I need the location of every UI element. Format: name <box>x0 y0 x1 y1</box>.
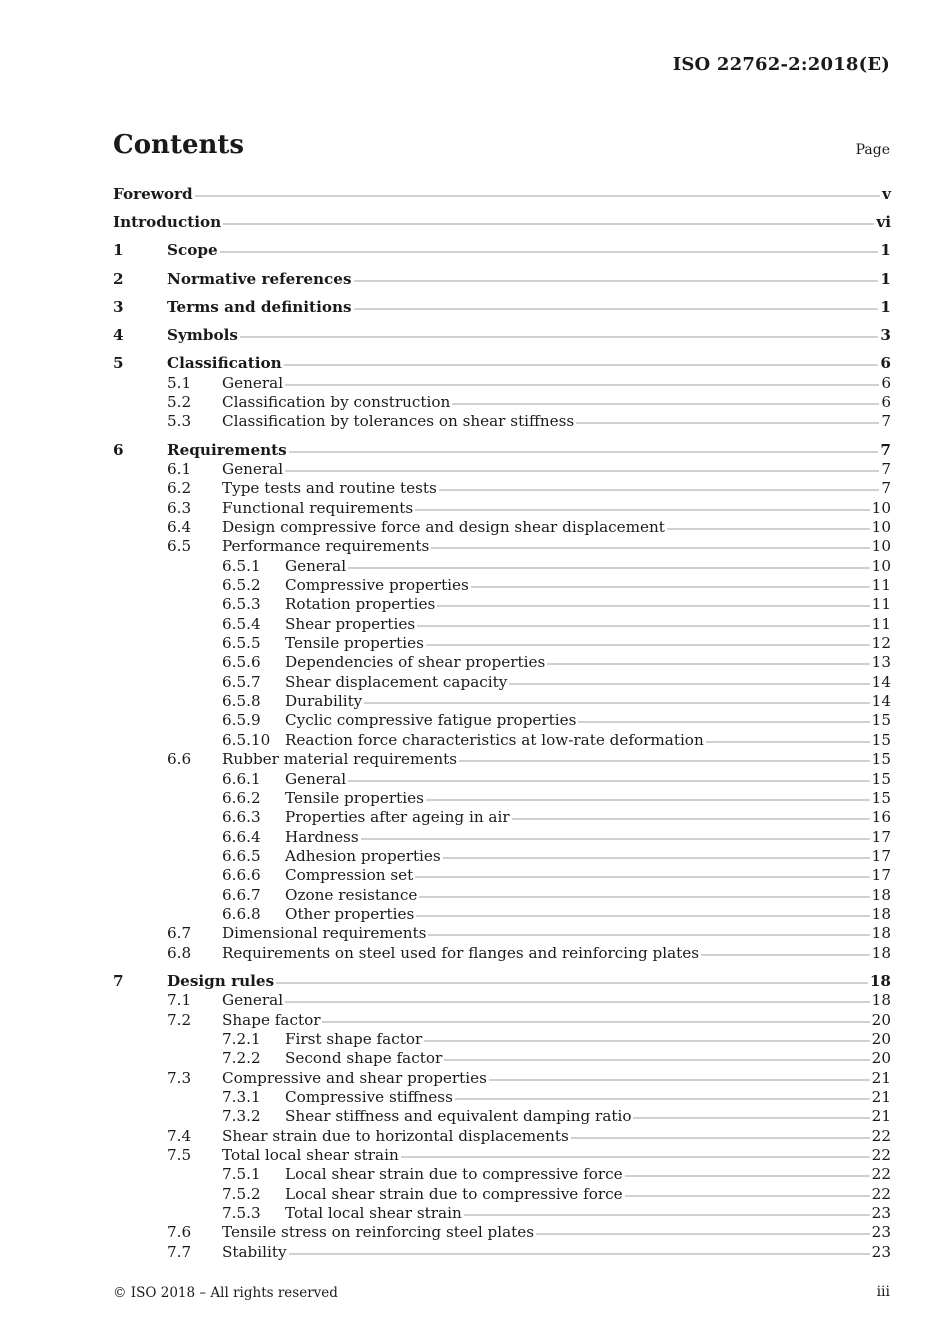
copyright-notice: © ISO 2018 – All rights reserved <box>113 1285 338 1301</box>
toc-entry-page: 17 <box>871 866 891 885</box>
toc-entry-title: Properties after ageing in air <box>285 808 510 827</box>
toc-entry[interactable] <box>113 750 891 769</box>
toc-entry[interactable] <box>113 374 891 393</box>
toc-entry-title: Rotation properties <box>285 595 436 614</box>
toc-entry-number: 3 <box>113 297 124 316</box>
dot-leader <box>464 1213 870 1217</box>
dot-leader <box>439 488 880 492</box>
toc-entry-title: Total local shear strain <box>222 1145 399 1164</box>
toc-entry-title: Local shear strain due to compressive force <box>285 1165 623 1184</box>
dot-leader <box>289 450 879 454</box>
toc-entry[interactable] <box>113 866 891 885</box>
toc-entry-title: Symbols <box>167 326 238 345</box>
toc-entry[interactable] <box>113 241 891 260</box>
toc-entry-number: 6.6 <box>167 750 192 769</box>
toc-entry[interactable] <box>113 1069 891 1088</box>
toc-entry-page: 17 <box>871 846 891 865</box>
dot-leader <box>625 1174 870 1178</box>
toc-entry-page: 10 <box>871 518 891 537</box>
toc-entry[interactable] <box>113 213 891 232</box>
toc-entry-title: Shape factor <box>222 1010 321 1029</box>
toc-entry-title: Reaction force characteristics at low-rate deformation <box>285 730 704 749</box>
toc-entry-page: 18 <box>869 971 891 990</box>
dot-leader <box>571 1136 870 1140</box>
toc-entry-number: 6.5 <box>167 537 192 556</box>
toc-entry-title: Normative references <box>167 269 352 288</box>
dot-leader <box>444 1058 869 1062</box>
toc-entry-title: Total local shear strain <box>285 1203 462 1222</box>
toc-entry-title: Scope <box>167 241 218 260</box>
toc-entry-number: 7.7 <box>167 1242 192 1261</box>
toc-entry-page: 20 <box>871 1010 891 1029</box>
toc-entry[interactable] <box>113 692 891 711</box>
dot-leader <box>706 740 870 744</box>
toc-entry-number: 6.7 <box>167 924 192 943</box>
toc-entry[interactable] <box>113 1243 891 1262</box>
toc-entry-number: 6.6.3 <box>222 808 261 827</box>
toc-entry-title: Shear properties <box>285 614 416 633</box>
toc-entry-page: 10 <box>871 498 891 517</box>
toc-entry-number: 6.5.10 <box>222 730 271 749</box>
toc-entry-page: 16 <box>871 808 891 827</box>
toc-entry-title: Classification by tolerances on shear stiffness <box>222 412 575 431</box>
toc-entry-title: Shear displacement capacity <box>285 672 508 691</box>
toc-entry[interactable] <box>113 1088 891 1107</box>
dot-leader <box>459 759 870 763</box>
toc-entry-number: 7.3.2 <box>222 1107 261 1126</box>
toc-entry-number: 7.2.2 <box>222 1049 261 1068</box>
table-of-contents <box>113 185 891 1262</box>
dot-leader <box>276 981 868 985</box>
toc-entry-number: 6.3 <box>167 498 192 517</box>
toc-entry-title: Compressive properties <box>285 576 469 595</box>
contents-title: Contents <box>113 130 245 160</box>
dot-leader <box>285 1000 870 1004</box>
toc-entry-title: Functional requirements <box>222 498 414 517</box>
toc-entry-page: 6 <box>881 393 891 412</box>
toc-entry[interactable] <box>113 991 891 1010</box>
toc-entry-title: General <box>222 460 284 479</box>
toc-entry-title: Tensile properties <box>285 634 424 653</box>
dot-leader <box>322 1020 869 1024</box>
toc-entry-title: Requirements <box>167 440 287 459</box>
toc-entry[interactable] <box>113 393 891 412</box>
page-column-label: Page <box>855 142 890 158</box>
toc-entry-page: 11 <box>871 614 891 633</box>
toc-entry-title: Compressive and shear properties <box>222 1068 487 1087</box>
toc-entry-number: 1 <box>113 241 124 260</box>
toc-entry-number: 6.4 <box>167 518 192 537</box>
toc-entry-page: 6 <box>880 354 891 373</box>
toc-entry-page: 12 <box>871 634 891 653</box>
toc-entry[interactable] <box>113 1030 891 1049</box>
dot-leader <box>509 682 869 686</box>
toc-entry-page: 10 <box>871 556 891 575</box>
dot-leader <box>419 895 869 899</box>
toc-entry-page: 3 <box>880 326 891 345</box>
toc-entry-number: 6.2 <box>167 479 192 498</box>
toc-entry[interactable] <box>113 847 891 866</box>
toc-entry[interactable] <box>113 270 891 289</box>
dot-leader <box>512 817 870 821</box>
dot-leader <box>426 798 870 802</box>
dot-leader <box>437 604 869 608</box>
toc-entry-page: 11 <box>871 595 891 614</box>
toc-entry[interactable] <box>113 615 891 634</box>
toc-entry[interactable] <box>113 808 891 827</box>
dot-leader <box>364 701 869 705</box>
toc-entry-page: 22 <box>871 1145 891 1164</box>
dot-leader <box>285 469 879 473</box>
dot-leader <box>701 953 870 957</box>
toc-entry-number: 7.4 <box>167 1126 192 1145</box>
toc-entry-page: v <box>882 185 891 203</box>
toc-entry-title: Foreword <box>113 185 193 203</box>
toc-entry-number: 6.6.8 <box>222 904 261 923</box>
toc-entry-page: 14 <box>871 692 891 711</box>
toc-entry-number: 7.6 <box>167 1223 192 1242</box>
toc-entry-page: 22 <box>871 1184 891 1203</box>
toc-entry-page: 18 <box>871 991 891 1010</box>
toc-entry-page: 15 <box>871 750 891 769</box>
toc-entry-page: 18 <box>871 904 891 923</box>
dot-leader <box>489 1078 870 1082</box>
toc-entry-page: vi <box>876 213 891 232</box>
toc-entry-page: 7 <box>881 460 891 479</box>
page-number: iii <box>876 1284 890 1300</box>
dot-leader <box>536 1232 870 1236</box>
dot-leader <box>633 1116 869 1120</box>
dot-leader <box>576 421 879 425</box>
toc-entry-title: General <box>222 373 284 392</box>
toc-entry[interactable] <box>113 499 891 518</box>
dot-leader <box>401 1155 870 1159</box>
toc-entry-number: 6.5.8 <box>222 692 261 711</box>
toc-entry[interactable] <box>113 944 891 963</box>
dot-leader <box>431 546 869 550</box>
toc-entry-number: 5.1 <box>167 373 192 392</box>
toc-entry-page: 22 <box>871 1126 891 1145</box>
toc-entry-page: 1 <box>880 297 891 316</box>
toc-entry-title: Second shape factor <box>285 1049 443 1068</box>
dot-leader <box>354 279 879 283</box>
toc-entry-number: 7.5.2 <box>222 1184 261 1203</box>
dot-leader <box>354 307 879 311</box>
toc-entry[interactable] <box>113 441 891 460</box>
toc-entry-page: 14 <box>871 672 891 691</box>
toc-entry-title: Compressive stiffness <box>285 1087 453 1106</box>
dot-leader <box>415 875 869 879</box>
toc-entry[interactable] <box>113 412 891 431</box>
toc-entry-title: Adhesion properties <box>285 846 441 865</box>
toc-entry-page: 11 <box>871 576 891 595</box>
toc-entry-page: 21 <box>871 1068 891 1087</box>
toc-entry[interactable] <box>113 576 891 595</box>
toc-entry[interactable] <box>113 673 891 692</box>
toc-entry-title: Other properties <box>285 904 415 923</box>
toc-entry[interactable] <box>113 770 891 789</box>
dot-leader <box>426 643 870 647</box>
toc-entry-page: 23 <box>871 1223 891 1242</box>
toc-entry-page: 13 <box>871 653 891 672</box>
toc-entry[interactable] <box>113 1165 891 1184</box>
toc-entry-number: 6.6.5 <box>222 846 261 865</box>
toc-entry-number: 6.6.7 <box>222 885 261 904</box>
toc-entry-number: 6.6.1 <box>222 769 261 788</box>
toc-entry-title: Design compressive force and design shear displacement <box>222 518 665 537</box>
dot-leader <box>455 1097 870 1101</box>
document-id: ISO 22762-2:2018(E) <box>672 54 890 75</box>
toc-entry[interactable] <box>113 1223 891 1242</box>
toc-entry[interactable] <box>113 479 891 498</box>
toc-entry[interactable] <box>113 924 891 943</box>
toc-entry[interactable] <box>113 653 891 672</box>
dot-leader <box>578 720 869 724</box>
dot-leader <box>361 837 870 841</box>
toc-entry-page: 22 <box>871 1165 891 1184</box>
toc-entry[interactable] <box>113 354 891 373</box>
toc-entry-number: 2 <box>113 269 124 288</box>
toc-entry[interactable] <box>113 711 891 730</box>
dot-leader <box>625 1194 870 1198</box>
toc-entry-page: 23 <box>871 1203 891 1222</box>
toc-entry[interactable] <box>113 789 891 808</box>
toc-entry-page: 7 <box>881 412 891 431</box>
toc-entry-page: 15 <box>871 788 891 807</box>
toc-entry-number: 4 <box>113 326 124 345</box>
toc-entry-title: Introduction <box>113 213 222 232</box>
toc-entry-page: 18 <box>871 885 891 904</box>
toc-entry-number: 7.3.1 <box>222 1087 261 1106</box>
toc-entry-title: Shear stiffness and equivalent damping ratio <box>285 1107 632 1126</box>
toc-entry-page: 1 <box>880 241 891 260</box>
toc-entry-page: 15 <box>871 769 891 788</box>
toc-entry-page: 18 <box>871 943 891 962</box>
toc-entry[interactable] <box>113 185 891 204</box>
toc-entry-title: Tensile properties <box>285 788 424 807</box>
toc-entry-page: 7 <box>881 479 891 498</box>
toc-entry-number: 6.6.4 <box>222 827 261 846</box>
toc-entry-page: 23 <box>871 1242 891 1261</box>
toc-entry-title: Performance requirements <box>222 537 430 556</box>
toc-entry-number: 7.1 <box>167 991 192 1010</box>
toc-entry-number: 5.2 <box>167 393 192 412</box>
toc-entry[interactable] <box>113 1146 891 1165</box>
dot-leader <box>471 585 870 589</box>
dot-leader <box>223 222 874 226</box>
toc-entry[interactable] <box>113 1107 891 1126</box>
toc-entry-number: 6 <box>113 440 124 459</box>
toc-entry[interactable] <box>113 731 891 750</box>
toc-entry-number: 6.5.9 <box>222 711 261 730</box>
toc-entry-title: Cyclic compressive fatigue properties <box>285 711 577 730</box>
toc-entry[interactable] <box>113 1204 891 1223</box>
toc-entry-page: 6 <box>881 373 891 392</box>
toc-entry[interactable] <box>113 518 891 537</box>
toc-entry-number: 7.5.1 <box>222 1165 261 1184</box>
toc-entry-number: 6.5.1 <box>222 556 261 575</box>
toc-entry-title: Rubber material requirements <box>222 750 458 769</box>
toc-entry[interactable] <box>113 1127 891 1146</box>
toc-entry-title: General <box>285 556 347 575</box>
toc-entry-title: Dependencies of shear properties <box>285 653 546 672</box>
toc-entry[interactable] <box>113 828 891 847</box>
toc-entry-number: 7.3 <box>167 1068 192 1087</box>
toc-entry-number: 5.3 <box>167 412 192 431</box>
toc-entry-title: Ozone resistance <box>285 885 418 904</box>
dot-leader <box>289 1252 870 1256</box>
dot-leader <box>348 779 870 783</box>
toc-entry-number: 6.6.6 <box>222 866 261 885</box>
toc-entry-page: 15 <box>871 730 891 749</box>
toc-entry[interactable] <box>113 595 891 614</box>
toc-entry-page: 20 <box>871 1049 891 1068</box>
dot-leader <box>284 363 879 367</box>
toc-entry[interactable] <box>113 972 891 991</box>
toc-entry-title: Shear strain due to horizontal displacements <box>222 1126 569 1145</box>
toc-entry-number: 6.5.5 <box>222 634 261 653</box>
toc-entry-title: Local shear strain due to compressive force <box>285 1184 623 1203</box>
toc-entry-page: 17 <box>871 827 891 846</box>
toc-entry[interactable] <box>113 298 891 317</box>
toc-entry-number: 6.6.2 <box>222 788 261 807</box>
toc-entry[interactable] <box>113 460 891 479</box>
toc-entry-title: Stability <box>222 1242 287 1261</box>
toc-entry-page: 20 <box>871 1029 891 1048</box>
toc-entry-title: Hardness <box>285 827 359 846</box>
toc-entry[interactable] <box>113 1049 891 1068</box>
dot-leader <box>348 566 870 570</box>
toc-entry-number: 6.5.2 <box>222 576 261 595</box>
dot-leader <box>443 856 870 860</box>
toc-entry-title: Requirements on steel used for flanges and reinforcing plates <box>222 943 700 962</box>
dot-leader <box>424 1039 869 1043</box>
toc-entry-number: 5 <box>113 354 124 373</box>
dot-leader <box>220 250 879 254</box>
dot-leader <box>195 194 881 198</box>
toc-entry[interactable] <box>113 557 891 576</box>
toc-entry-title: Classification by construction <box>222 393 451 412</box>
toc-entry[interactable] <box>113 537 891 556</box>
toc-entry-title: Dimensional requirements <box>222 924 427 943</box>
toc-entry-page: 18 <box>871 924 891 943</box>
toc-entry-page: 10 <box>871 537 891 556</box>
dot-leader <box>415 508 870 512</box>
dot-leader <box>452 402 879 406</box>
toc-entry-title: Terms and definitions <box>167 297 352 316</box>
toc-entry[interactable] <box>113 1011 891 1030</box>
toc-entry[interactable] <box>113 886 891 905</box>
toc-entry[interactable] <box>113 905 891 924</box>
dot-leader <box>547 662 869 666</box>
toc-entry-title: General <box>222 991 284 1010</box>
dot-leader <box>428 933 869 937</box>
toc-entry-title: Tensile stress on reinforcing steel plates <box>222 1223 535 1242</box>
toc-entry-number: 7.2.1 <box>222 1029 261 1048</box>
toc-entry-number: 6.8 <box>167 943 192 962</box>
toc-entry-page: 21 <box>871 1107 891 1126</box>
dot-leader <box>417 624 870 628</box>
toc-entry-title: Compression set <box>285 866 414 885</box>
toc-entry-number: 7.2 <box>167 1010 192 1029</box>
toc-entry-page: 7 <box>880 440 891 459</box>
toc-entry-page: 21 <box>871 1087 891 1106</box>
toc-entry-title: Durability <box>285 692 363 711</box>
toc-entry-title: First shape factor <box>285 1029 423 1048</box>
dot-leader <box>416 914 869 918</box>
dot-leader <box>240 335 878 339</box>
toc-entry-title: General <box>285 769 347 788</box>
toc-entry-title: Type tests and routine tests <box>222 479 437 498</box>
toc-entry-number: 6.1 <box>167 460 192 479</box>
toc-entry-number: 7.5.3 <box>222 1203 261 1222</box>
toc-entry-title: Design rules <box>167 971 275 990</box>
toc-entry-number: 6.5.4 <box>222 614 261 633</box>
toc-entry-number: 6.5.3 <box>222 595 261 614</box>
dot-leader <box>285 383 879 387</box>
toc-entry[interactable] <box>113 1185 891 1204</box>
dot-leader <box>667 527 870 531</box>
toc-entry[interactable] <box>113 634 891 653</box>
toc-entry[interactable] <box>113 326 891 345</box>
toc-entry-number: 7 <box>113 971 124 990</box>
toc-entry-page: 15 <box>871 711 891 730</box>
toc-entry-number: 6.5.6 <box>222 653 261 672</box>
toc-entry-title: Classification <box>167 354 282 373</box>
toc-entry-number: 7.5 <box>167 1145 192 1164</box>
toc-entry-number: 6.5.7 <box>222 672 261 691</box>
toc-entry-page: 1 <box>880 269 891 288</box>
